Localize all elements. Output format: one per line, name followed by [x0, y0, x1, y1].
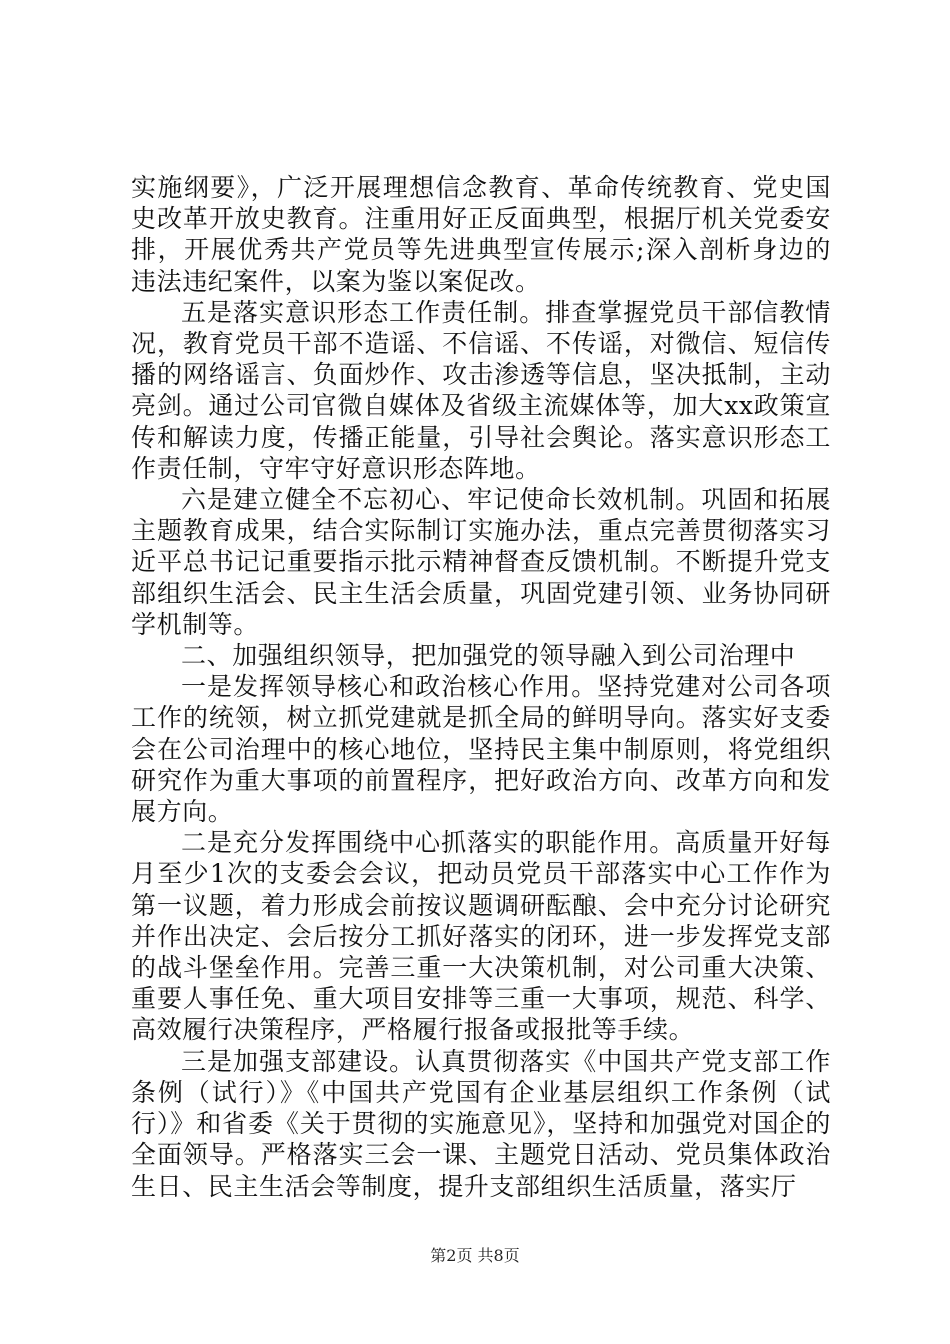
paragraph: 实施纲要》，广泛开展理想信念教育、革命传统教育、党史国史改革开放史教育。注重用好正反面典型，根据厅机关党委安排，开展优秀共产党员等先进典型宣传展示;深入剖析身边的违法违纪案件，以案为鉴以案促改。 — [131, 173, 831, 296]
page-number-footer: 第2页 共8页 — [430, 1246, 520, 1265]
paragraph: 三是加强支部建设。认真贯彻落实《中国共产党支部工作条例（试行）》《中国共产党国有企业基层组织工作条例（试行）》和省委《关于贯彻的实施意见》，坚持和加强党对国企的全面领导。严格落实三会一课、主题党日活动、党员集体政治生日、民主生活会等制度，提升支部组织生活质量，落实厅 — [131, 1046, 831, 1201]
section-heading: 二、加强组织领导，把加强党的领导融入到公司治理中 — [181, 641, 796, 671]
paragraph: 五是落实意识形态工作责任制。排查掌握党员干部信教情况，教育党员干部不造谣、不信谣、不传谣，对微信、短信传播的网络谣言、负面炒作、攻击渗透等信息，坚决抵制，主动亮剑。通过公司官微自媒体及省级主流媒体等，加大xx政策宣传和解读力度，传播正能量，引导社会舆论。落实意识形态工作责任制，守牢守好意识形态阵地。 — [131, 297, 831, 483]
paragraph: 二是充分发挥围绕中心抓落实的职能作用。高质量开好每月至少1次的支委会会议，把动员党员干部落实中心工作作为第一议题，着力形成会前按议题调研酝酿、会中充分讨论研究并作出决定、会后按分工抓好落实的闭环，进一步发挥党支部的战斗堡垒作用。完善三重一大决策机制，对公司重大决策、重要人事任免、重大项目安排等三重一大事项，规范、科学、高效履行决策程序，严格履行报备或报批等手续。 — [131, 828, 831, 1045]
paragraph: 六是建立健全不忘初心、牢记使命长效机制。巩固和拓展主题教育成果，结合实际制订实施办法，重点完善贯彻落实习近平总书记记重要指示批示精神督查反馈机制。不断提升党支部组织生活会、民主生活会质量，巩固党建引领、业务协同研学机制等。 — [131, 485, 831, 639]
document-body — [131, 172, 831, 1202]
paragraph: 一是发挥领导核心和政治核心作用。坚持党建对公司各项工作的统领，树立抓党建就是抓全局的鲜明导向。落实好支委会在公司治理中的核心地位，坚持民主集中制原则，将党组织研究作为重大事项的前置程序，把好政治方向、改革方向和发展方向。 — [131, 672, 831, 827]
